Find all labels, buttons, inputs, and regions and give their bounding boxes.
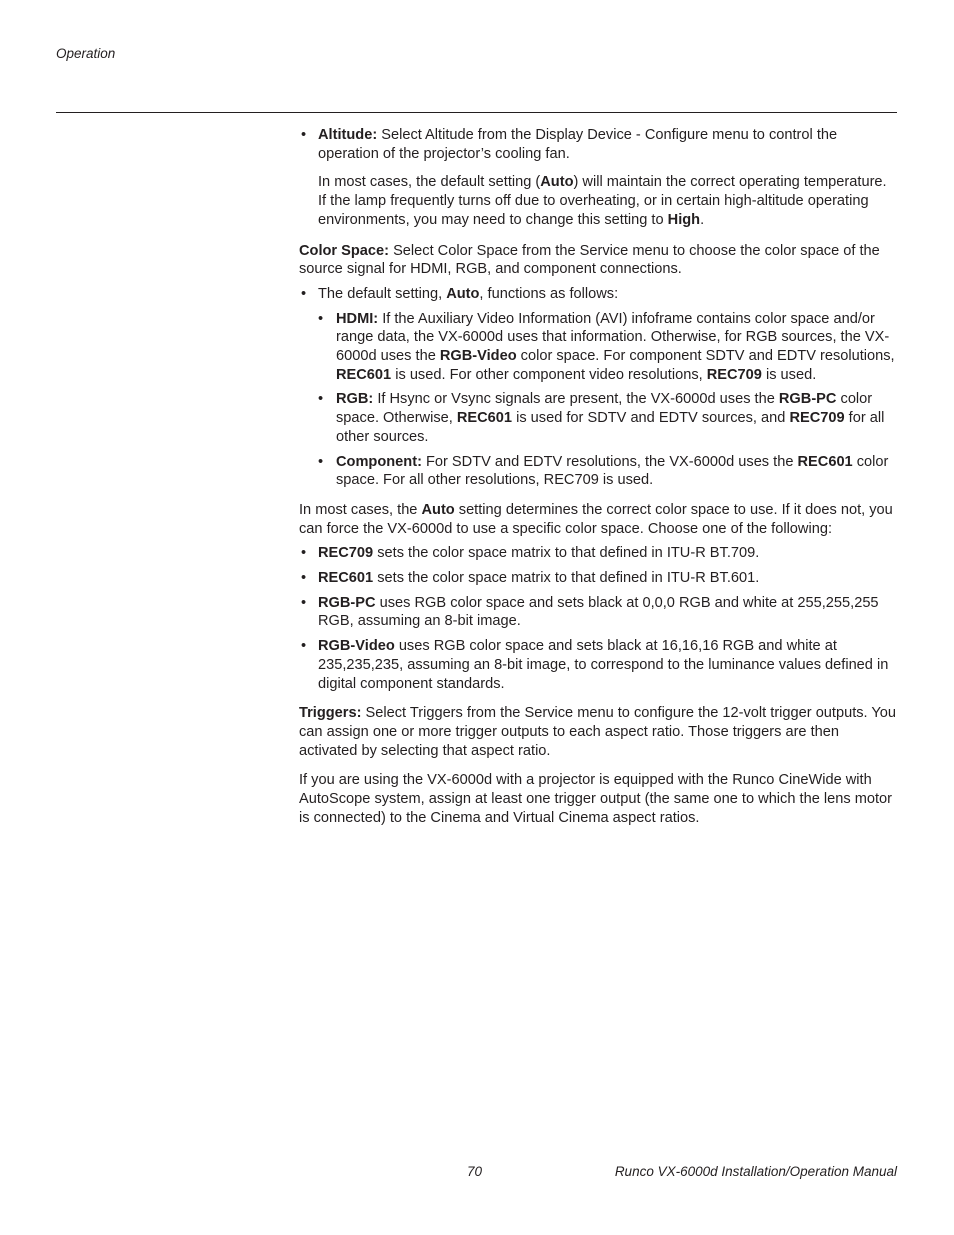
component-text: color space. For all other resolutions, REC709 is used.	[336, 453, 889, 489]
rgb-text: If Hsync or Vsync signals are present, the VX-6000d uses the	[373, 391, 779, 408]
altitude-note	[299, 173, 897, 229]
option-rec709	[299, 544, 897, 563]
component-term: Component:	[336, 453, 422, 470]
hdmi-text: If the Auxiliary Video Information (AVI) infoframe contains color space and/or range data, the VX-6000d uses that information. Otherwise, for RGB sources, the VX-6000d uses the	[336, 310, 890, 365]
altitude-term: Altitude:	[318, 127, 378, 143]
altitude-text: Select Altitude from the Display Device - Configure menu to control the operation of the projector’s cooling fan.	[318, 127, 838, 162]
altitude-note-text: .	[700, 211, 705, 228]
option-term: RGB-Video	[318, 638, 395, 655]
option-text: uses RGB color space and sets black at 0,0,0 RGB and white at 255,255,255 RGB, assuming an 8-bit image.	[318, 594, 879, 630]
component-text: For SDTV and EDTV resolutions, the VX-6000d uses the	[421, 453, 798, 470]
color-space-text: Select Color Space from the Service menu to choose the color space of the source signal for HDMI, RGB, and component connections.	[299, 242, 880, 278]
auto-note-text: setting determines the correct color space to use. If it does not, you can force the VX-6000d to use a specific color space. Choose one of the following:	[299, 501, 893, 537]
page-number: 70	[467, 1164, 483, 1179]
auto-note-auto: Auto	[421, 501, 455, 518]
option-rgb-video	[299, 637, 897, 693]
option-rgb-pc	[299, 594, 897, 631]
hdmi-text: color space. For component SDTV and EDTV resolutions,	[516, 348, 895, 365]
color-space-paragraph	[299, 242, 897, 279]
hdmi-text: is used. For other component video resolutions,	[391, 366, 707, 383]
rgb-bold: REC709	[789, 410, 845, 427]
color-space-term: Color Space:	[299, 242, 390, 259]
rgb-text: is used for SDTV and EDTV sources, and	[512, 410, 790, 427]
auto-note-text: In most cases, the	[299, 501, 422, 518]
component-item	[299, 453, 897, 490]
cinewide-paragraph: If you are using the VX-6000d with a projector is equipped with the Runco CineWide with AutoScope system, assign at least one trigger output (the same one to which the lens motor is connected) to the Cinema and Virtual Cinema aspect ratios.	[299, 772, 892, 826]
option-text: sets the color space matrix to that defined in ITU-R BT.709.	[373, 545, 760, 562]
default-setting-item	[299, 285, 897, 304]
triggers-paragraph	[299, 704, 897, 760]
header-divider	[56, 112, 897, 113]
default-setting-auto: Auto	[446, 285, 480, 302]
hdmi-item	[299, 310, 897, 385]
rgb-bold: RGB-PC	[778, 391, 837, 408]
hdmi-bold: REC709	[706, 366, 762, 383]
altitude-note-auto: Auto	[540, 174, 574, 191]
manual-title: Runco VX-6000d Installation/Operation Manual	[614, 1164, 897, 1179]
hdmi-text: is used.	[761, 366, 817, 383]
triggers-term: Triggers:	[299, 705, 362, 722]
component-bold: REC601	[797, 453, 853, 470]
rgb-text: for all other sources.	[336, 410, 885, 445]
triggers-text: Select Triggers from the Service menu to configure the 12-volt trigger outputs. You can assign one or more trigger outputs to each aspect ratio. Those triggers are then activated by selecting that aspect ratio.	[299, 705, 897, 759]
option-rec601	[299, 569, 897, 588]
altitude-note-high: High	[667, 211, 701, 228]
altitude-note-text: ) will maintain the correct operating temperature. If the lamp frequently turns off due to overheating, or in certain high-altitude operating environments, you may need to change this setting to	[318, 174, 887, 228]
rgb-item	[299, 390, 897, 446]
running-header: Operation	[56, 46, 116, 61]
default-setting-text: , functions as follows:	[479, 285, 619, 302]
altitude-item	[299, 126, 897, 163]
default-setting-text: The default setting,	[318, 285, 447, 302]
rgb-text: color space. Otherwise,	[336, 391, 873, 427]
hdmi-bold: REC601	[336, 366, 392, 383]
option-text: sets the color space matrix to that defined in ITU-R BT.601.	[373, 570, 760, 587]
rgb-bold: REC601	[456, 410, 513, 427]
hdmi-term: HDMI:	[336, 310, 379, 327]
option-term: REC601	[318, 570, 374, 587]
option-term: REC709	[318, 545, 374, 562]
rgb-term: RGB:	[336, 391, 374, 408]
option-text: uses RGB color space and sets black at 16,16,16 RGB and white at 235,235,235, assuming an 8-bit image, to correspond to the luminance values defined in digital component standards.	[318, 638, 889, 692]
option-term: RGB-PC	[318, 594, 376, 611]
auto-note-paragraph	[299, 501, 897, 538]
hdmi-bold: RGB-Video	[439, 348, 517, 365]
altitude-note-text: In most cases, the default setting (	[318, 174, 541, 191]
page-body	[299, 126, 897, 828]
